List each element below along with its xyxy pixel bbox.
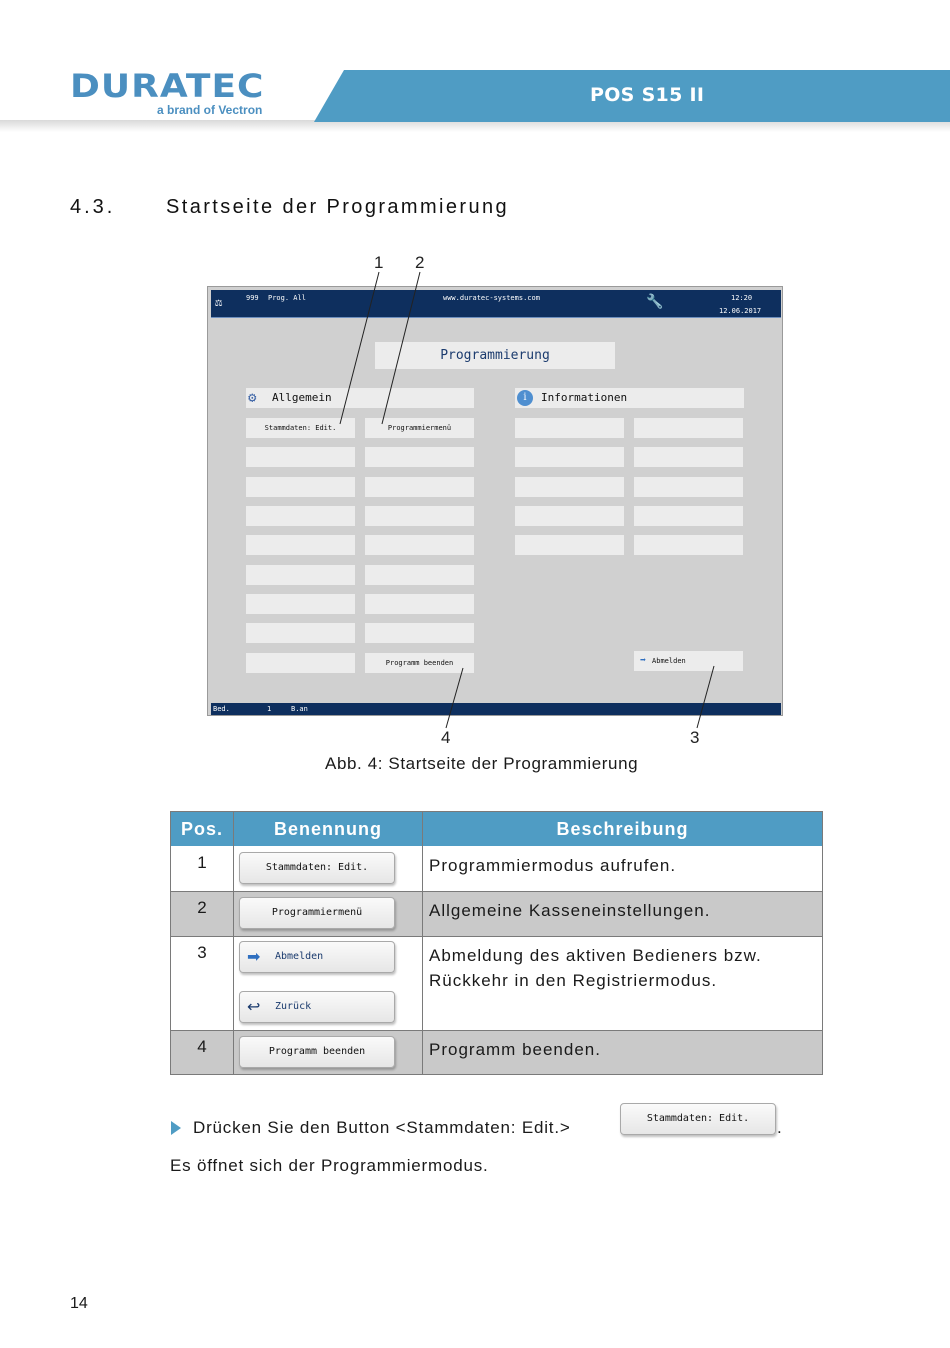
info-header-label: Informationen bbox=[541, 391, 628, 404]
empty-button[interactable] bbox=[515, 535, 624, 555]
empty-button[interactable] bbox=[515, 418, 624, 438]
general-header-label: Allgemein bbox=[272, 391, 332, 404]
empty-button[interactable] bbox=[246, 565, 355, 585]
programmiermenu-button[interactable]: Programmiermenü bbox=[239, 897, 395, 929]
empty-button[interactable] bbox=[365, 447, 474, 467]
zurueck-button[interactable] bbox=[239, 991, 395, 1023]
gear-icon: ⚙ bbox=[248, 390, 257, 406]
stammdaten-edit-button[interactable]: Stammdaten: Edit. bbox=[620, 1103, 776, 1135]
row-description: Programm beenden. bbox=[429, 1040, 601, 1059]
empty-button[interactable] bbox=[634, 418, 743, 438]
back-arrow-icon: ↩ bbox=[247, 997, 261, 1016]
pos-status-bar bbox=[211, 290, 781, 318]
table-header-pos: Pos. bbox=[171, 812, 233, 846]
row-pos: 2 bbox=[197, 898, 207, 917]
arrow-right-icon: ➡ bbox=[640, 655, 647, 666]
table-divider bbox=[171, 1030, 822, 1031]
section-number: 4.3. bbox=[70, 196, 116, 218]
empty-button[interactable] bbox=[246, 623, 355, 643]
operator-number: 999 bbox=[246, 294, 259, 302]
row-pos: 3 bbox=[197, 943, 207, 962]
wrench-icon[interactable]: 🔧 bbox=[646, 294, 664, 310]
operator-label: Bed. bbox=[213, 705, 230, 713]
abmelden-label: Abmelden bbox=[275, 951, 324, 962]
section-title: Startseite der Programmierung bbox=[166, 196, 510, 218]
table-row bbox=[171, 892, 822, 936]
brand-subtitle: a brand of Vectron bbox=[157, 103, 263, 117]
instruction-text: Drücken Sie den Button <Stammdaten: Edit.> bbox=[193, 1118, 571, 1137]
operator-icon: ⚖ bbox=[215, 295, 223, 309]
instruction-result: Es öffnet sich der Programmiermodus. bbox=[170, 1156, 489, 1175]
figure-caption: Abb. 4: Startseite der Programmierung bbox=[325, 754, 639, 773]
callout-4: 4 bbox=[441, 728, 451, 747]
programm-beenden-button[interactable]: Programm beenden bbox=[365, 653, 474, 673]
row-description-line: Abmeldung des aktiven Bedieners bzw. bbox=[429, 946, 762, 965]
empty-button[interactable] bbox=[246, 506, 355, 526]
empty-button[interactable] bbox=[634, 447, 743, 467]
general-header bbox=[246, 388, 474, 408]
info-icon: i bbox=[517, 390, 533, 406]
row-description: Allgemeine Kasseneinstellungen. bbox=[429, 901, 711, 920]
product-title: POS S15 II bbox=[590, 84, 705, 106]
table-divider bbox=[233, 812, 234, 1074]
callout-2: 2 bbox=[415, 253, 425, 272]
pos-screenshot bbox=[207, 286, 783, 716]
programmiermenu-button[interactable]: Programmiermenü bbox=[365, 418, 474, 438]
row-description bbox=[429, 943, 762, 993]
row-pos: 1 bbox=[197, 853, 207, 872]
empty-button[interactable] bbox=[246, 535, 355, 555]
vendor-url: www.duratec-systems.com bbox=[443, 294, 540, 302]
clock-time: 12:20 bbox=[731, 294, 753, 302]
clock-date: 12.06.2017 bbox=[719, 307, 762, 315]
table-header-desc: Beschreibung bbox=[423, 812, 822, 846]
brand-logo: DURATEC bbox=[70, 68, 265, 105]
info-header bbox=[515, 388, 744, 408]
bullet-arrow-icon bbox=[171, 1121, 181, 1135]
stammdaten-edit-button[interactable]: Stammdaten: Edit. bbox=[239, 852, 395, 884]
empty-button[interactable] bbox=[515, 506, 624, 526]
table-row bbox=[171, 1031, 822, 1074]
empty-button[interactable] bbox=[634, 506, 743, 526]
programm-beenden-button[interactable]: Programm beenden bbox=[239, 1036, 395, 1068]
abmelden-label: Abmelden bbox=[652, 657, 686, 665]
callout-1: 1 bbox=[374, 253, 384, 272]
callout-3: 3 bbox=[690, 728, 700, 747]
table-header-name: Benennung bbox=[234, 812, 422, 846]
empty-button[interactable] bbox=[365, 477, 474, 497]
table-row bbox=[171, 937, 822, 1030]
pos-footer-bar bbox=[211, 703, 781, 715]
program-mode: Prog. All bbox=[268, 294, 306, 302]
zurueck-label: Zurück bbox=[275, 1001, 312, 1012]
legend-table bbox=[170, 811, 823, 1075]
empty-button[interactable] bbox=[246, 447, 355, 467]
page-number: 14 bbox=[70, 1295, 88, 1312]
empty-button[interactable] bbox=[365, 506, 474, 526]
empty-button[interactable] bbox=[515, 477, 624, 497]
empty-button[interactable] bbox=[365, 565, 474, 585]
empty-button[interactable] bbox=[246, 477, 355, 497]
table-divider bbox=[171, 891, 822, 892]
empty-button[interactable] bbox=[246, 653, 355, 673]
table-row bbox=[171, 847, 822, 891]
table-divider bbox=[171, 936, 822, 937]
stammdaten-edit-button[interactable]: Stammdaten: Edit. bbox=[246, 418, 355, 438]
abmelden-button[interactable] bbox=[634, 651, 743, 671]
empty-button[interactable] bbox=[365, 594, 474, 614]
instruction-period: . bbox=[777, 1118, 782, 1137]
empty-button[interactable] bbox=[634, 477, 743, 497]
row-pos: 4 bbox=[197, 1037, 207, 1056]
empty-button[interactable] bbox=[365, 535, 474, 555]
empty-button[interactable] bbox=[634, 535, 743, 555]
empty-button[interactable] bbox=[365, 623, 474, 643]
row-description-line: Rückkehr in den Registriermodus. bbox=[429, 971, 718, 990]
empty-button[interactable] bbox=[515, 447, 624, 467]
screen-title: Programmierung bbox=[375, 342, 615, 369]
operator-id: 1 bbox=[267, 705, 272, 713]
operator-name: B.an bbox=[291, 705, 308, 713]
empty-button[interactable] bbox=[246, 594, 355, 614]
row-description: Programmiermodus aufrufen. bbox=[429, 856, 677, 875]
abmelden-button[interactable] bbox=[239, 941, 395, 973]
arrow-right-icon: ➡ bbox=[247, 947, 261, 966]
table-divider bbox=[422, 812, 423, 1074]
